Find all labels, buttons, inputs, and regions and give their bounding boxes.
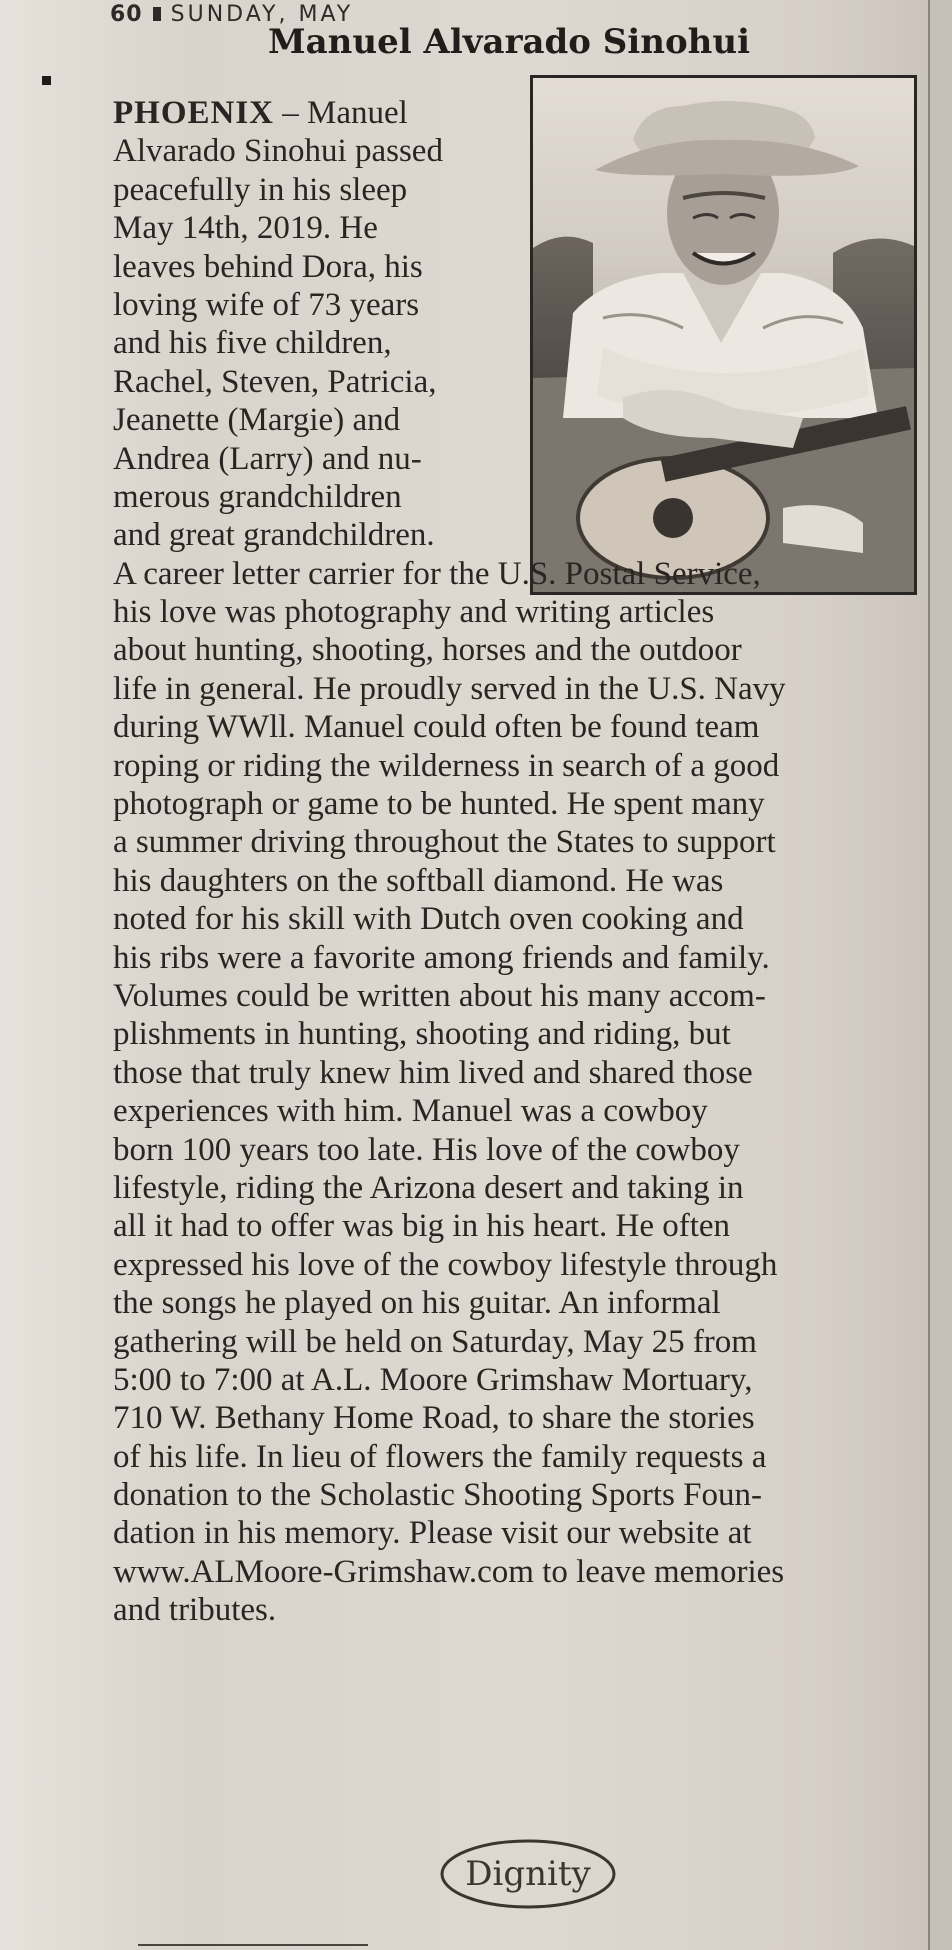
dateline: PHOENIX (113, 95, 275, 131)
text-line: of his life. In lieu of flowers the family requests a (113, 1438, 767, 1475)
text-line: his daughters on the softball diamond. He was (113, 862, 724, 899)
text-line: during WWll. Manuel could often be found team (113, 709, 760, 746)
text-line: lifestyle, riding the Arizona desert and taking in (113, 1169, 744, 1206)
text-line: 710 W. Bethany Home Road, to share the stories (113, 1400, 755, 1437)
text-line: expressed his love of the cowboy lifestyle through (113, 1246, 778, 1283)
text-line: his love was photography and writing articles (113, 594, 715, 631)
text-line: and tributes. (113, 1592, 277, 1629)
text-line: life in general. He proudly served in the U.S. Navy (113, 670, 786, 707)
text-line: roping or riding the wilderness in search of a good (113, 747, 780, 784)
text-line: Volumes could be written about his many accom- (113, 977, 766, 1014)
text-line: gathering will be held on Saturday, May 25 from (113, 1323, 757, 1360)
obituary-title: Manuel Alvarado Sinohui (268, 22, 751, 62)
bullet-mark (42, 76, 51, 85)
text-line: about hunting, shooting, horses and the outdoor (113, 632, 742, 669)
text-line: dation in his memory. Please visit our website at (113, 1515, 752, 1552)
header-date: SUNDAY, MAY (170, 2, 354, 27)
text-line: noted for his skill with Dutch oven cooking and (113, 901, 744, 938)
text-line: donation to the Scholastic Shooting Sports Foun- (113, 1477, 762, 1514)
text-line: photograph or game to be hunted. He spent many (113, 786, 765, 823)
text-line: his ribs were a favorite among friends and family. (113, 939, 770, 976)
text-line: loving wife of 73 years (113, 286, 420, 323)
header-separator (153, 7, 161, 21)
text-line: peacefully in his sleep (113, 171, 408, 208)
text-line: and great grandchildren. (113, 517, 435, 554)
logo-wordmark: Dignity (465, 1854, 591, 1894)
text-line: www.ALMoore-Grimshaw.com to leave memories (113, 1553, 785, 1590)
text-line: experiences with him. Manuel was a cowboy (113, 1093, 708, 1130)
text-line: Alvarado Sinohui passed (113, 133, 443, 170)
text-line: leaves behind Dora, his (113, 248, 423, 285)
logo-oval-icon (438, 1837, 618, 1911)
text-line: a summer driving throughout the States to support (113, 824, 776, 861)
text-line: and his five children, (113, 325, 392, 362)
text-line: May 14th, 2019. He (113, 210, 378, 247)
text-line: born 100 years too late. His love of the cowboy (113, 1131, 740, 1168)
page-margin (930, 0, 952, 1950)
text-line: 5:00 to 7:00 at A.L. Moore Grimshaw Mortuary, (113, 1361, 753, 1398)
page-number: 60 (110, 2, 143, 27)
obituary-body (113, 94, 933, 1630)
text-line: merous grandchildren (113, 478, 402, 515)
text-line: the songs he played on his guitar. An informal (113, 1285, 721, 1322)
text-line: A career letter carrier for the U.S. Postal Service, (113, 555, 761, 592)
text-line: Andrea (Larry) and nu- (113, 440, 422, 477)
text-line: plishments in hunting, shooting and riding, but (113, 1016, 731, 1053)
text-line: all it had to offer was big in his heart. He often (113, 1208, 731, 1245)
text-line: Jeanette (Margie) and (113, 402, 401, 439)
dignity-logo (438, 1837, 618, 1911)
text-line: those that truly knew him lived and shared those (113, 1054, 753, 1091)
text-line: Rachel, Steven, Patricia, (113, 363, 437, 400)
bottom-rule (138, 1944, 368, 1946)
text-line: PHOENIX – Manuel (113, 95, 408, 131)
